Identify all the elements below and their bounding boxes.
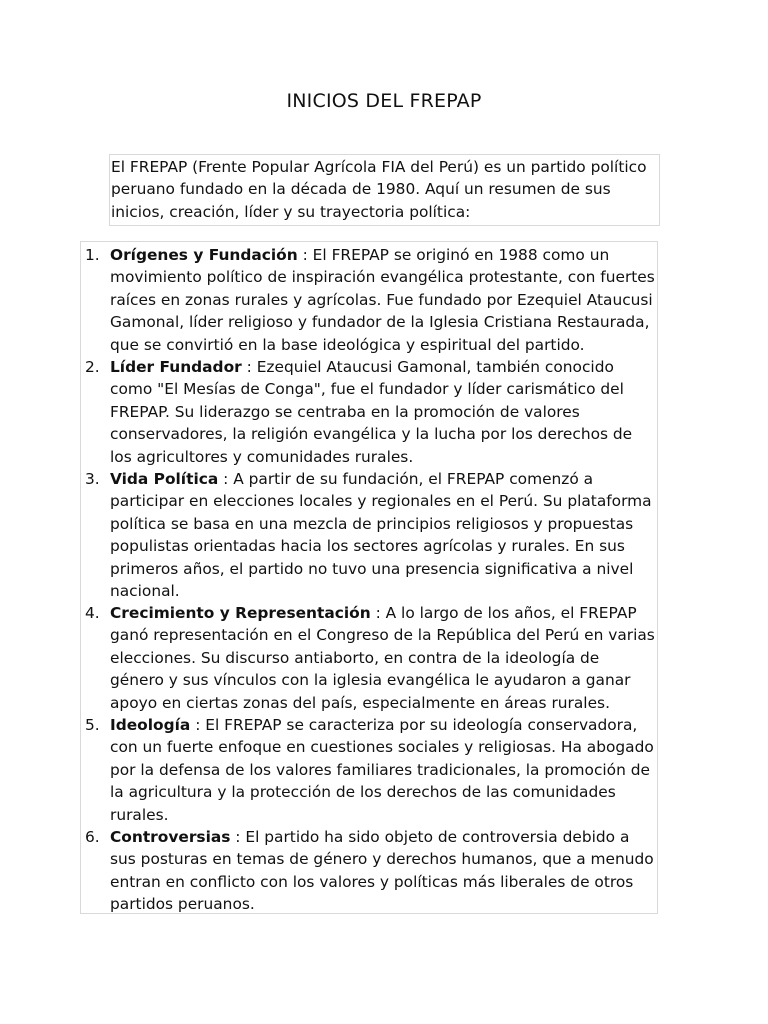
list-item-term: Orígenes y Fundación <box>110 246 298 264</box>
list-item-body <box>110 714 658 826</box>
list-item-term: Ideología <box>110 716 191 734</box>
list-item-term: Vida Política <box>110 470 219 488</box>
list-item-term: Líder Fundador <box>110 358 242 376</box>
list-item-number: 2. <box>85 358 100 376</box>
list-item-term: Controversias <box>110 828 231 846</box>
numbered-list <box>80 241 658 914</box>
list-item-text: : El FREPAP se originó en 1988 como un movimiento político de inspiración evangélica protestante, con fuertes raíces en zonas rurales y agrícolas. Fue fundado por Ezequiel Ataucusi Gamonal, líder religioso y fundador de la Iglesia Cristiana Restaurada, que se convirtió en la base ideológica y espiritual del partido. <box>110 246 655 354</box>
list-item-text: : A partir de su fundación, el FREPAP comenzó a participar en elecciones locales y regionales en el Perú. Su plataforma política se basa en una mezcla de principios religiosos y propuestas populistas orientadas hacia los sectores agrícolas y rurales. En sus primeros años, el partido no tuvo una presencia significativa a nivel nacional. <box>110 470 652 601</box>
list-item-body <box>110 244 658 356</box>
document-title: INICIOS DEL FREPAP <box>286 90 482 112</box>
list-item-body <box>110 826 658 916</box>
list-item-text: : El partido ha sido objeto de controversia debido a sus posturas en temas de género y derechos humanos, que a menudo entran en conflicto con los valores y políticas más liberales de otros partidos peruanos. <box>110 828 654 914</box>
list-item-number: 3. <box>85 470 100 488</box>
list-item-number: 4. <box>85 604 100 622</box>
list-item-term: Crecimiento y Representación <box>110 604 371 622</box>
list-item-body <box>110 602 658 714</box>
intro-paragraph: El FREPAP (Frente Popular Agrícola FIA del Perú) es un partido político peruano fundado en la década de 1980. Aquí un resumen de sus inicios, creación, líder y su trayectoria política: <box>109 154 660 226</box>
list-item-number: 6. <box>85 828 100 846</box>
list-item-text: : Ezequiel Ataucusi Gamonal, también conocido como "El Mesías de Conga", fue el fundador y líder carismático del FREPAP. Su liderazgo se centraba en la promoción de valores conservadores, la religión evangélica y la lucha por los derechos de los agricultores y comunidades rurales. <box>110 358 633 466</box>
list-item-text: : El FREPAP se caracteriza por su ideología conservadora, con un fuerte enfoque en cuestiones sociales y religiosas. Ha abogado por la defensa de los valores familiares tradicionales, la promoción de la agricultura y la protección de los derechos de las comunidades rurales. <box>110 716 654 824</box>
list-item-text: : A lo largo de los años, el FREPAP ganó representación en el Congreso de la República del Perú en varias elecciones. Su discurso antiaborto, en contra de la ideología de género y sus vínculos con la iglesia evangélica le ayudaron a ganar apoyo en ciertas zonas del país, especialmente en áreas rurales. <box>110 604 655 712</box>
list-item-body <box>110 356 658 468</box>
list-item-number: 1. <box>85 246 100 264</box>
list-item-number: 5. <box>85 716 100 734</box>
list-item-body <box>110 468 658 602</box>
